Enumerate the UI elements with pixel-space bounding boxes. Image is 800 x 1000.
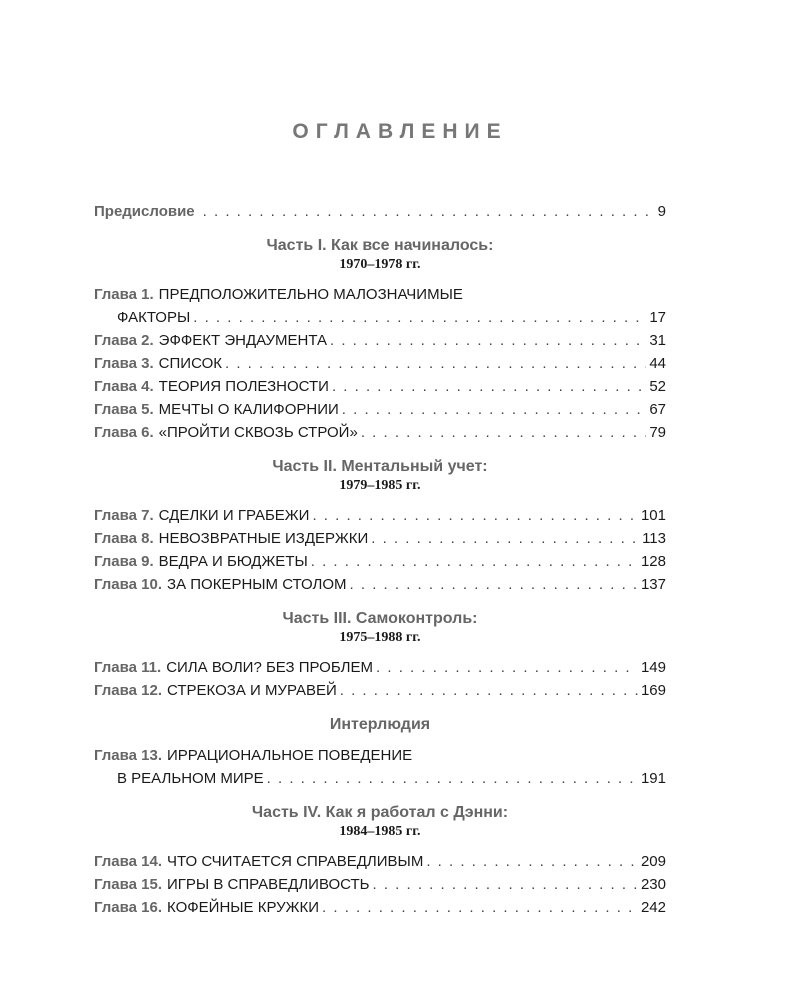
dot-leader <box>203 200 655 223</box>
page-number: 169 <box>640 682 666 699</box>
page-number: 137 <box>640 576 666 593</box>
preface-label: Предисловие <box>94 203 195 220</box>
chapter-title: ЧТО СЧИТАЕТСЯ СПРАВЕДЛИВЫМ <box>167 853 424 870</box>
chapter-label: Глава 15. <box>94 876 163 893</box>
part-title: Часть I. Как все начиналось: <box>266 237 494 254</box>
part-years: 1979–1985 гг. <box>339 478 421 493</box>
chapter-title: СПИСОК <box>158 355 222 372</box>
dot-leader <box>376 656 638 679</box>
toc-entry[interactable] <box>94 421 666 444</box>
toc-entry[interactable] <box>94 873 666 896</box>
chapter-label: Глава 9. <box>94 553 154 570</box>
dot-leader <box>372 873 637 896</box>
part-heading <box>94 235 666 274</box>
dot-leader <box>340 679 638 702</box>
page-number: 191 <box>640 770 666 787</box>
dot-leader <box>225 352 646 375</box>
page-number: 242 <box>640 899 666 916</box>
part-heading <box>94 456 666 495</box>
dot-leader <box>350 573 638 596</box>
chapter-label: Глава 13. <box>94 747 163 764</box>
toc-entry[interactable] <box>94 744 666 790</box>
chapter-title: ИРРАЦИОНАЛЬНОЕ ПОВЕДЕНИЕ <box>167 747 413 764</box>
part-heading <box>94 608 666 647</box>
part-title: Часть II. Ментальный учет: <box>272 458 488 475</box>
chapter-title: ЭФФЕКТ ЭНДАУМЕНТА <box>158 332 327 349</box>
dot-leader <box>332 375 646 398</box>
part-title: Интерлюдия <box>329 716 431 733</box>
chapter-title: СТРЕКОЗА И МУРАВЕЙ <box>167 682 337 699</box>
toc-entry[interactable] <box>94 850 666 873</box>
dot-leader <box>193 306 646 329</box>
table-of-contents <box>94 200 666 919</box>
chapter-title: ПРЕДПОЛОЖИТЕЛЬНО МАЛОЗНАЧИМЫЕ <box>158 286 463 303</box>
toc-entry[interactable] <box>94 375 666 398</box>
part-heading <box>94 802 666 841</box>
chapter-title: «ПРОЙТИ СКВОЗЬ СТРОЙ» <box>158 424 358 441</box>
part-years: 1984–1985 гг. <box>339 824 421 839</box>
part-heading <box>94 714 666 735</box>
page-number: 128 <box>640 553 666 570</box>
chapter-label: Глава 7. <box>94 507 154 524</box>
page-number: 31 <box>649 332 666 349</box>
dot-leader <box>330 329 646 352</box>
toc-entry[interactable] <box>94 679 666 702</box>
page-number: 52 <box>649 378 666 395</box>
toc-entry[interactable] <box>94 656 666 679</box>
dot-leader <box>312 504 638 527</box>
chapter-title: МЕЧТЫ О КАЛИФОРНИИ <box>158 401 339 418</box>
page-number: 149 <box>640 659 666 676</box>
chapter-label: Глава 3. <box>94 355 154 372</box>
chapter-title-cont: В РЕАЛЬНОМ МИРЕ <box>117 770 264 787</box>
toc-entry[interactable] <box>94 283 666 329</box>
page-number: 209 <box>640 853 666 870</box>
toc-entry-preface[interactable] <box>94 200 666 223</box>
toc-entry[interactable] <box>94 550 666 573</box>
page-number: 44 <box>649 355 666 372</box>
toc-entry[interactable] <box>94 896 666 919</box>
chapter-label: Глава 11. <box>94 659 162 676</box>
toc-entry[interactable] <box>94 352 666 375</box>
dot-leader <box>342 398 647 421</box>
chapter-title: НЕВОЗВРАТНЫЕ ИЗДЕРЖКИ <box>158 530 369 547</box>
toc-entry[interactable] <box>94 527 666 550</box>
page-number: 113 <box>642 530 666 547</box>
chapter-title: ТЕОРИЯ ПОЛЕЗНОСТИ <box>158 378 329 395</box>
toc-entry[interactable] <box>94 398 666 421</box>
chapter-label: Глава 16. <box>94 899 163 916</box>
page-number: 101 <box>640 507 666 524</box>
dot-leader <box>361 421 647 444</box>
chapter-title-cont: ФАКТОРЫ <box>117 309 191 326</box>
chapter-title: СДЕЛКИ И ГРАБЕЖИ <box>158 507 310 524</box>
part-title: Часть III. Самоконтроль: <box>282 610 478 627</box>
chapter-title: ИГРЫ В СПРАВЕДЛИВОСТЬ <box>167 876 370 893</box>
page-number: 17 <box>649 309 666 326</box>
toc-entry[interactable] <box>94 329 666 352</box>
page-number: 230 <box>640 876 666 893</box>
chapter-label: Глава 5. <box>94 401 154 418</box>
chapter-label: Глава 8. <box>94 530 154 547</box>
page-title: ОГЛАВЛЕНИЕ <box>292 120 508 143</box>
chapter-label: Глава 14. <box>94 853 163 870</box>
part-title: Часть IV. Как я работал с Дэнни: <box>251 804 509 821</box>
dot-leader <box>267 767 638 790</box>
page-number: 9 <box>657 203 666 220</box>
chapter-title: ВЕДРА И БЮДЖЕТЫ <box>158 553 308 570</box>
toc-entry[interactable] <box>94 573 666 596</box>
chapter-title: СИЛА ВОЛИ? БЕЗ ПРОБЛЕМ <box>166 659 374 676</box>
chapter-title: КОФЕЙНЫЕ КРУЖКИ <box>167 899 320 916</box>
dot-leader <box>426 850 638 873</box>
part-years: 1970–1978 гг. <box>339 257 421 272</box>
chapter-label: Глава 2. <box>94 332 154 349</box>
chapter-label: Глава 12. <box>94 682 163 699</box>
dot-leader <box>322 896 638 919</box>
chapter-label: Глава 6. <box>94 424 154 441</box>
part-years: 1975–1988 гг. <box>339 630 421 645</box>
toc-entry[interactable] <box>94 504 666 527</box>
chapter-label: Глава 10. <box>94 576 163 593</box>
chapter-label: Глава 4. <box>94 378 154 395</box>
dot-leader <box>311 550 638 573</box>
page-number: 67 <box>649 401 666 418</box>
dot-leader <box>371 527 639 550</box>
page-number: 79 <box>649 424 666 441</box>
chapter-title: ЗА ПОКЕРНЫМ СТОЛОМ <box>167 576 347 593</box>
chapter-label: Глава 1. <box>94 286 154 303</box>
